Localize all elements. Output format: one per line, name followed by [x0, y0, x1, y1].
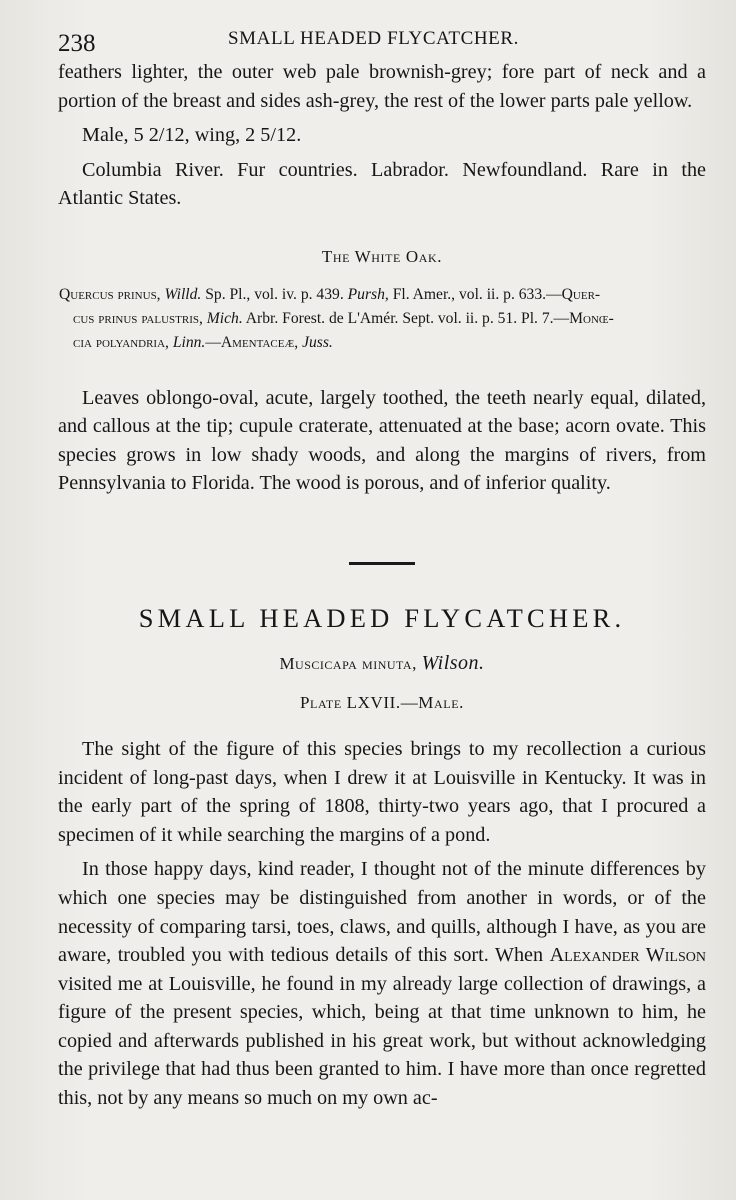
class-name: Monœ-: [569, 310, 614, 328]
species-name: Quer-: [561, 285, 601, 303]
section-divider: [349, 562, 415, 565]
authority: Linn.: [172, 334, 206, 352]
synonymy-line: [59, 331, 706, 355]
plate-reference: Plate LXVII.—Male.: [299, 692, 465, 712]
paragraph-text: In those happy days, kind reader, I thought not of the minute differences by which one species may be distinguished from another in words, or of the necessity of comparing tarsi, toes, claws, and quills, although I have, as you are aware, troubled you with tedious details of this sort. When: [58, 858, 706, 967]
authority: Willd.: [164, 285, 202, 303]
scientific-name: [58, 652, 706, 675]
paragraph-text: visited me at Louisville, he found in my already large collection of drawings, a figure of the present species, which, being at that time unknown to him, he copied and afterwards published in his great work, but without acknowledging the privilege that had thus been granted to him. I have more than once regretted this, not by any means so much on my own ac-: [58, 972, 706, 1110]
authority: Juss.: [302, 334, 333, 352]
measurements: Male, 5 2/12, wing, 2 5/12.: [82, 124, 302, 147]
page-header: [58, 22, 706, 58]
plant-synonymy: [58, 283, 706, 356]
synonymy-line: [59, 307, 706, 331]
geographic-range: Columbia River. Fur countries. Labrador. Newfoundland. Rare in the Atlantic States.: [58, 158, 706, 210]
plumage-description: feathers lighter, the outer web pale brownish-grey; fore part of neck and a portion of the breast and sides ash-grey, the rest of the lower parts pale yellow.: [58, 61, 706, 112]
class-name: cia polyandria,: [73, 334, 169, 352]
person-name: Alexander Wilson: [549, 944, 706, 967]
authority: Pursh,: [347, 285, 389, 303]
plant-description: Leaves oblongo-oval, acute, largely toothed, the teeth nearly equal, dilated, and callous at the tip; cupule craterate, attenuated at the base; acorn ovate. This species grows in low shady woods, and along the margins of rivers, from Pennsylvania to Florida. The wood is porous, and of inferior quality.: [58, 386, 706, 495]
article-paragraph-1: The sight of the figure of this species brings to my recollection a curious incident of long-past days, when I drew it at Louisville in Kentucky. It was in the early part of the spring of 1808, thirty-two years ago, that I procured a specimen of it while searching the margins of a pond.: [58, 737, 706, 846]
synonymy-line: [59, 283, 706, 307]
citation: Fl. Amer., vol. ii. p. 633.—: [392, 285, 562, 303]
species-author: Wilson.: [421, 651, 485, 674]
article-title: SMALL HEADED FLYCATCHER.: [138, 602, 626, 633]
family-name: Amentaceæ,: [220, 334, 299, 352]
separator: —: [205, 334, 221, 352]
page-number: 238: [58, 30, 96, 57]
species-name: cus prinus palustris,: [73, 310, 203, 328]
citation: Sp. Pl., vol. iv. p. 439.: [205, 285, 344, 303]
genus-species: Muscicapa minuta,: [279, 653, 417, 673]
species-name: Quercus prinus,: [59, 285, 161, 303]
citation: Arbr. Forest. de L'Amér. Sept. vol. ii. p. 51. Pl. 7.—: [245, 310, 570, 328]
article-paragraph-2: [58, 855, 706, 1112]
plant-section-title: The White Oak.: [321, 246, 443, 266]
running-title: SMALL HEADED FLYCATCHER.: [228, 28, 519, 49]
authority: Mich.: [206, 310, 243, 328]
